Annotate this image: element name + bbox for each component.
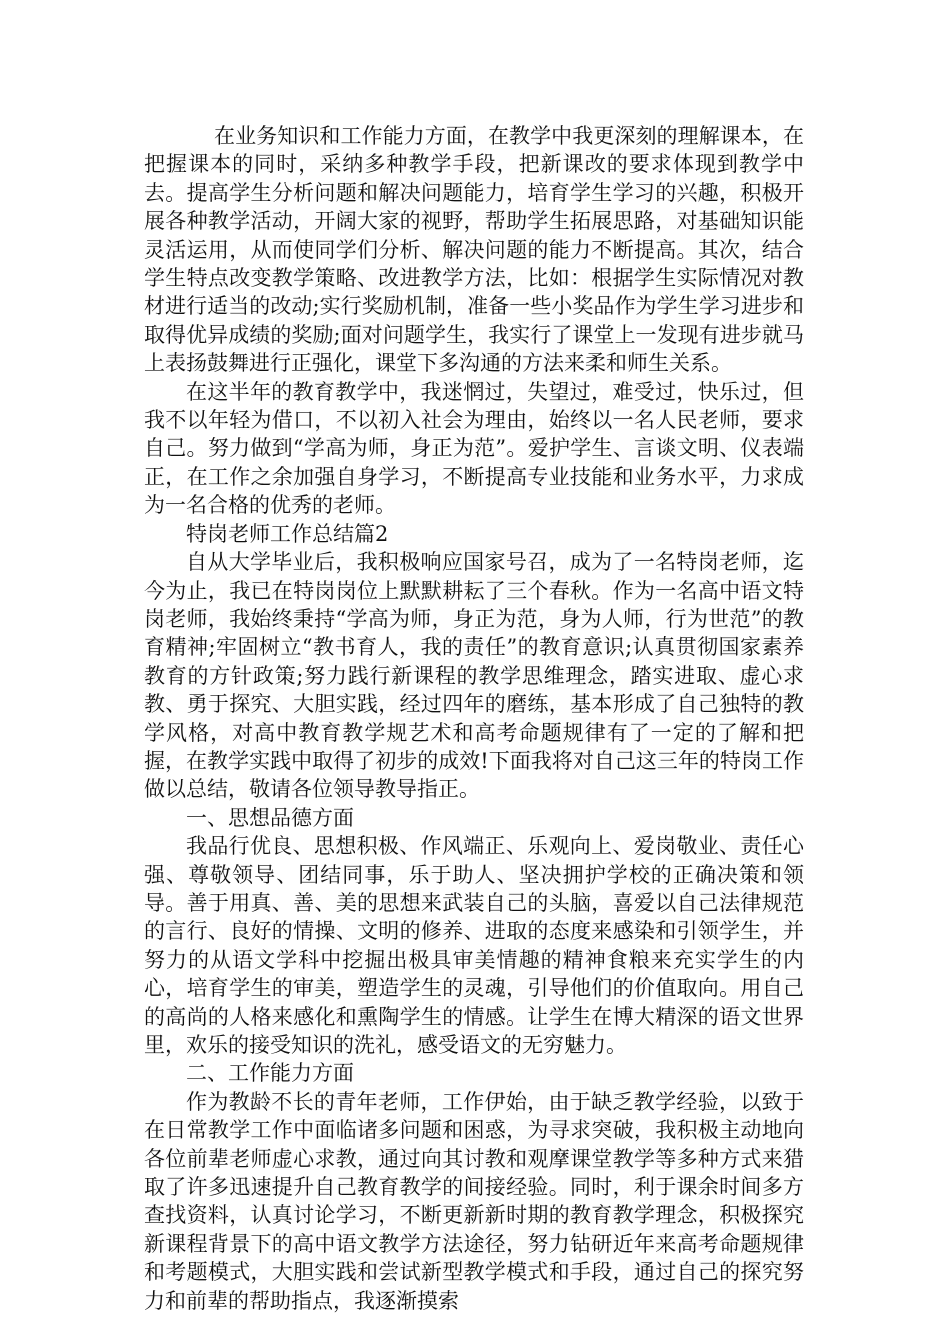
paragraph-morality: 我品行优良、思想积极、作风端正、乐观向上、爱岗敬业、责任心强、尊敬领导、团结同事，乐于助人、坚决拥护学校的正确决策和领导。善于用真、善、美的思想来武装自己的头脑，喜爱以自己法律规范的言行、良好的情操、文明的修养、进取的态度来感染和引领学生，并努力的从语文学科中挖掘出极具审美情趣的精神食粮来充实学生的内心，培育学生的审美，塑造学生的灵魂，引导他们的价值取向。用自己的高尚的人格来感化和熏陶学生的情感。让学生在博大精深的语文世界里，欢乐的接受知识的洗礼，感受语文的无穷魅力。 — [144, 834, 804, 1057]
paragraph-part2-intro: 自从大学毕业后，我积极响应国家号召，成为了一名特岗老师，迄今为止，我已在特岗岗位上默默耕耘了三个春秋。作为一名高中语文特岗老师，我始终秉持“学高为师，身正为范，身为人师，行为世范”的教育精神;牢固树立“教书育人，我的责任”的教育意识;认真贯彻国家素养教育的方针政策;努力践行新课程的教学思维理念，踏实进取、虚心求教、勇于探究、大胆实践，经过四年的磨练，基本形成了自己独特的教学风格，对高中教育教学规艺术和高考命题规律有了一定的了解和把握，在教学实践中取得了初步的成效!下面我将对自己这三年的特岗工作做以总结，敬请各位领导教导指正。 — [144, 550, 804, 802]
section-title-morality: 一、思想品德方面 — [186, 805, 354, 830]
paragraph-ability-intro: 在业务知识和工作能力方面，在教学中我更深刻的理解课本，在把握课本的同时，采纳多种教学手段，把新课改的要求体现到教学中去。提高学生分析问题和解决问题能力，培育学生学习的兴趣，积极开展各种教学活动，开阔大家的视野，帮助学生拓展思路，对基础知识能灵活运用，从而使同学们分析、解决问题的能力不断提高。其次，结合学生特点改变教学策略、改进教学方法，比如：根据学生实际情况对教材进行适当的改动;实行奖励机制，准备一些小奖品作为学生学习进步和取得优异成绩的奖励;面对问题学生，我实行了课堂上一发现有进步就马上表扬鼓舞进行正强化，课堂下多沟通的方法来柔和师生关系。 — [144, 124, 804, 376]
paragraph-ability: 作为教龄不长的青年老师，工作伊始，由于缺乏教学经验，以致于在日常教学工作中面临诸多问题和困惑，为寻求突破，我积极主动地向各位前辈老师虚心求教，通过向其讨教和观摩课堂教学等多种方式来猎取了许多迅速提升自己教育教学的间接经验。同时，利于课余时间多方查找资料，认真讨论学习，不断更新新时期的教育教学理念，积极探究新课程背景下的高中语文教学方法途径，努力钻研近年来高考命题规律和考题模式，大胆实践和尝试新型教学模式和手段，通过自己的探究努力和前辈的帮助指点，我逐渐摸索 — [144, 1089, 804, 1313]
section-title-part2: 特岗老师工作总结篇2 — [186, 521, 389, 546]
paragraph-half-year: 在这半年的教育教学中，我迷惘过，失望过，难受过，快乐过，但我不以年轻为借口，不以初入社会为理由，始终以一名人民老师，要求自己。努力做到“学高为师，身正为范”。爱护学生、言谈文明、仪表端正，在工作之余加强自身学习，不断提高专业技能和业务水平，力求成为一名合格的优秀的老师。 — [144, 379, 804, 518]
document-page — [144, 122, 804, 1315]
section-title-ability: 二、工作能力方面 — [186, 1061, 354, 1086]
